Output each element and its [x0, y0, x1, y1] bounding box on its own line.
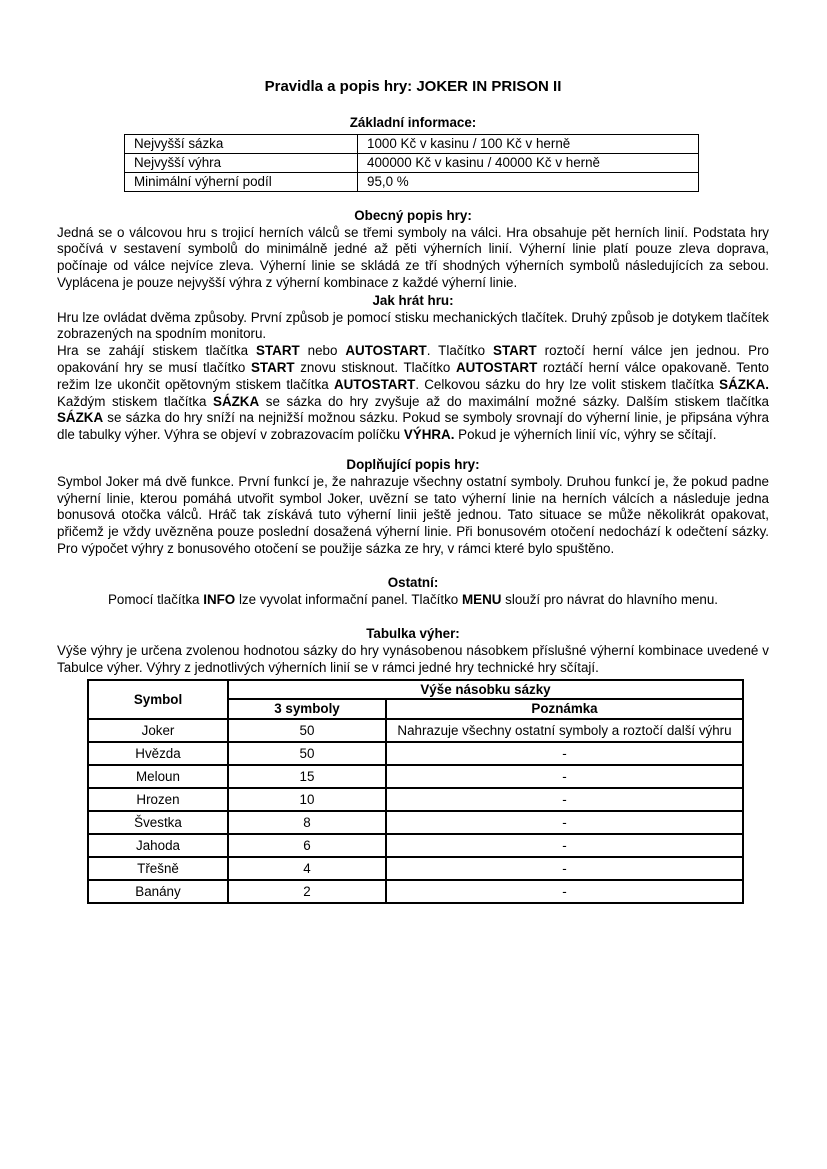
paytable-multiplier: 2: [228, 880, 386, 903]
paytable-col-symbol: Symbol: [88, 680, 228, 719]
table-row: [88, 788, 743, 811]
paytable-symbol: Banány: [88, 880, 228, 903]
table-row: [125, 153, 699, 172]
paytable: [87, 679, 744, 904]
paytable-symbol: Hvězda: [88, 742, 228, 765]
paytable-note: -: [386, 811, 743, 834]
obecny-popis-paragraph: Jedná se o válcovou hru s trojicí herních válců se třemi symboly na válci. Hra obsahuje pět herních linií. Podstata hry spočívá v sestavení symbolů do minimálně jedné až pěti výherních linií. Výherní linie platí pouze zleva doprava, počínaje od válce nejvíce zleva. Výherní linie se skládá ze tří shodných výherních symbolů následujících za sebou. Vyplácena je pouze nejvyšší výhra z výherní kombinace z každé výherní linie.: [57, 224, 769, 290]
jak-hrat-paragraph-2: Hra se zahájí stiskem tlačítka START nebo AUTOSTART. Tlačítko START roztočí herní válce jen jednou. Pro opakování hry se musí tlačítko START znovu stisknout. Tlačítko AUTOSTART roztáčí herní válce opakovaně. Tento režim lze ukončit opětovným stiskem tlačítka AUTOSTART. Celkovou sázku do hry lze volit stiskem tlačítka SÁZKA. Každým stiskem tlačítka SÁZKA se sázka do hry zvyšuje až do maximální možné sázky. Dalším stiskem tlačítka SÁZKA se sázka do hry sníží na nejnižší možnou sázku. Pokud se symboly srovnají do výherní linie, je připsána výhra dle tabulky výher. Výhra se objeví v zobrazovacím políčku VÝHRA. Pokud je výherních linií víc, výhry se sčítají.: [57, 343, 769, 443]
table-row: [88, 880, 743, 903]
paytable-note: -: [386, 857, 743, 880]
basic-info-table: [124, 134, 699, 192]
paytable-note: -: [386, 788, 743, 811]
doplnujici-popis-paragraph: Symbol Joker má dvě funkce. První funkcí je, že nahrazuje všechny ostatní symboly. Druhou funkcí je, že pokud padne výherní linie, kterou pomáhá utvořit symbol Joker, uvězní se tato výherní linie na herních válcích a následuje jedna bonusová otočka válců. Hráč tak získává tuto výherní linii ještě jednou. Tato situace se může několikrát opakovat, přičemž je vždy uvězněna pouze poslední dosažená výherní linie. Při bonusovém otočení nedochází k odečtení sázky. Pro výpočet výhry z bonusového otočení se použije sázka ze hry, v rámci které bylo spuštěno.: [57, 473, 769, 556]
table-row: [88, 765, 743, 788]
tabulka-vyher-paragraph: Výše výhry je určena zvolenou hodnotou sázky do hry vynásobenou násobkem příslušné výherní kombinace uvedené v Tabulce výher. Výhry z jednotlivých výherních linií se v rámci jedné hry technické hry sčítají.: [57, 643, 769, 675]
paytable-note: -: [386, 834, 743, 857]
paytable-symbol: Jahoda: [88, 834, 228, 857]
jak-hrat-paragraph-1: Hru lze ovládat dvěma způsoby. První způsob je pomocí stisku mechanických tlačítek. Druhý způsob je dotykem tlačítek zobrazených na spodním monitoru.: [57, 309, 769, 342]
paytable-multiplier: 10: [228, 788, 386, 811]
paytable-header-row-1: [88, 680, 743, 699]
info-label: Nejvyšší sázka: [125, 134, 358, 153]
paytable-note: -: [386, 765, 743, 788]
info-value: 400000 Kč v kasinu / 40000 Kč v herně: [358, 153, 699, 172]
paytable-col-note: Poznámka: [386, 699, 743, 719]
paytable-note: -: [386, 742, 743, 765]
paytable-col-multiplier-group: Výše násobku sázky: [228, 680, 743, 699]
heading-tabulka-vyher: Tabulka výher:: [366, 626, 460, 642]
table-row: [125, 172, 699, 191]
paytable-multiplier: 15: [228, 765, 386, 788]
paytable-symbol: Švestka: [88, 811, 228, 834]
table-row: [88, 857, 743, 880]
heading-obecny-popis: Obecný popis hry:: [354, 207, 472, 223]
ostatni-paragraph: Pomocí tlačítka INFO lze vyvolat informační panel. Tlačítko MENU slouží pro návrat do hlavního menu.: [107, 591, 719, 607]
paytable-symbol: Meloun: [88, 765, 228, 788]
paytable-note: Nahrazuje všechny ostatní symboly a roztočí další výhru: [386, 719, 743, 742]
info-label: Minimální výherní podíl: [125, 172, 358, 191]
heading-zakladni-informace: Základní informace:: [349, 115, 477, 130]
table-row: [88, 834, 743, 857]
paytable-multiplier: 4: [228, 857, 386, 880]
paytable-col-3-symbols: 3 symboly: [228, 699, 386, 719]
paytable-symbol: Hrozen: [88, 788, 228, 811]
info-value: 1000 Kč v kasinu / 100 Kč v herně: [358, 134, 699, 153]
table-row: [88, 811, 743, 834]
heading-jak-hrat: Jak hrát hru:: [372, 292, 454, 308]
heading-doplnujici-popis: Doplňující popis hry:: [346, 456, 480, 472]
table-row: [88, 719, 743, 742]
paytable-symbol: Joker: [88, 719, 228, 742]
info-value: 95,0 %: [358, 172, 699, 191]
paytable-multiplier: 50: [228, 742, 386, 765]
paytable-symbol: Třešně: [88, 857, 228, 880]
paytable-note: -: [386, 880, 743, 903]
table-row: [125, 134, 699, 153]
paytable-multiplier: 8: [228, 811, 386, 834]
page-title: Pravidla a popis hry: JOKER IN PRISON II: [264, 78, 562, 95]
info-label: Nejvyšší výhra: [125, 153, 358, 172]
table-row: [88, 742, 743, 765]
heading-ostatni: Ostatní:: [387, 574, 439, 590]
paytable-multiplier: 6: [228, 834, 386, 857]
paytable-multiplier: 50: [228, 719, 386, 742]
